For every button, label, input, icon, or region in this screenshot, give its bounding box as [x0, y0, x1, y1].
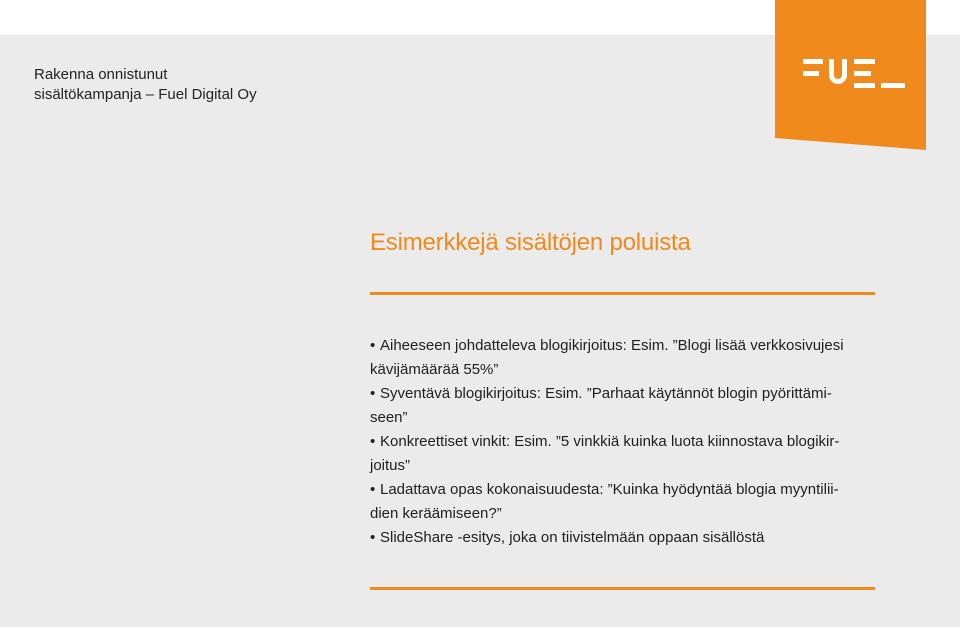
bullet-icon: •: [370, 481, 376, 498]
header-line-2: sisältökampanja – Fuel Digital Oy: [34, 86, 257, 103]
bullet-text: Aiheeseen johdatteleva blogikirjoitus: Esim. ”Blogi lisää verkkosivujesi: [380, 337, 844, 354]
divider-bottom: [370, 587, 875, 590]
bullet-icon: •: [370, 337, 376, 354]
fuel-logo-icon: [775, 0, 926, 150]
header-line-1: Rakenna onnistunut: [34, 66, 168, 83]
divider-top: [370, 292, 875, 295]
bullet-text: Ladattava opas kokonaisuudesta: ”Kuinka hyödyntää blogia myyntilii-: [380, 481, 839, 498]
list-item: [370, 526, 880, 550]
slide-title: Esimerkkejä sisältöjen poluista: [370, 229, 691, 256]
bullet-icon: •: [370, 433, 376, 450]
list-item: [370, 382, 880, 430]
bullet-list: [370, 334, 880, 550]
bullet-text: SlideShare -esitys, joka on tiivistelmään oppaan sisällöstä: [380, 529, 765, 546]
bullet-icon: •: [370, 529, 376, 546]
bullet-text-continued: dien keräämiseen?”: [370, 505, 502, 522]
fuel-logo-badge: [775, 0, 926, 150]
list-item: [370, 430, 880, 478]
list-item: [370, 478, 880, 526]
bullet-icon: •: [370, 385, 376, 402]
bullet-text-continued: kävijämäärää 55%”: [370, 361, 499, 378]
presentation-header: [34, 65, 257, 105]
bullet-text-continued: seen”: [370, 409, 408, 426]
bullet-text: Syventävä blogikirjoitus: Esim. ”Parhaat käytännöt blogin pyörittämi-: [380, 385, 832, 402]
bullet-text-continued: joitus”: [370, 457, 411, 474]
list-item: [370, 334, 880, 382]
bullet-text: Konkreettiset vinkit: Esim. ”5 vinkkiä kuinka luota kiinnostava blogikir-: [380, 433, 840, 450]
